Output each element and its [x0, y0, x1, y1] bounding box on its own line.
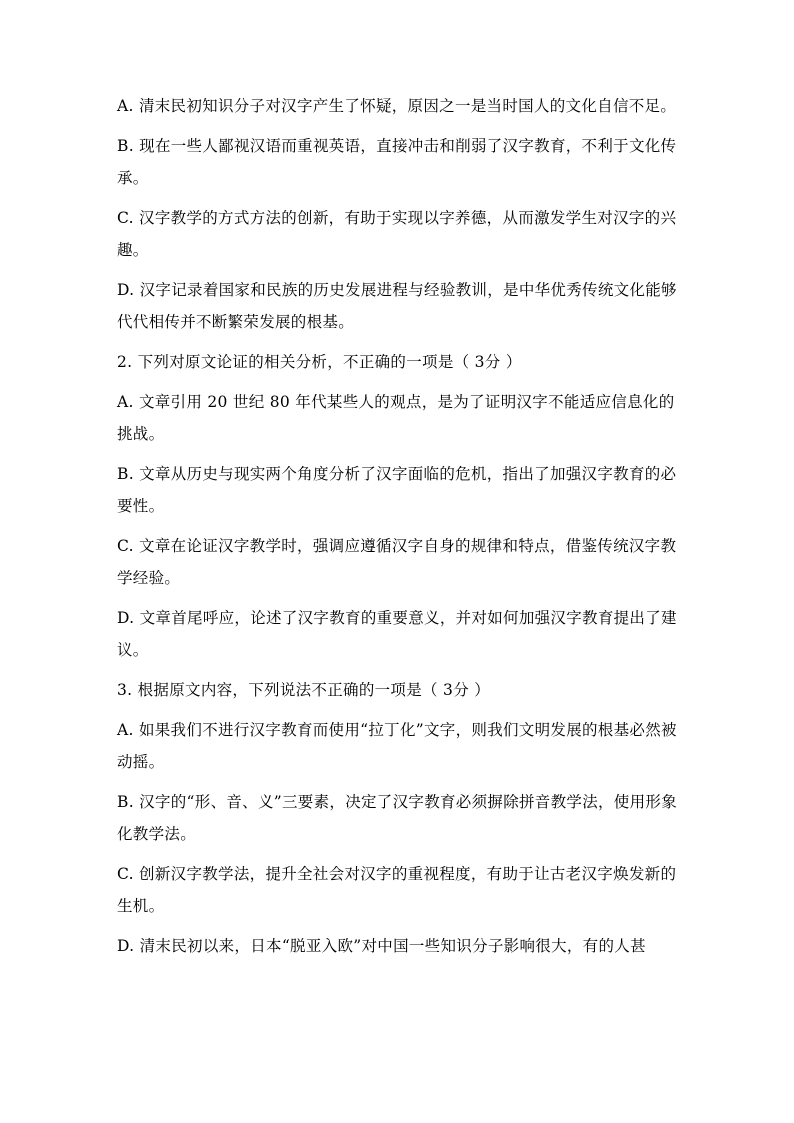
document-page — [117, 90, 679, 970]
q1-option-b: B. 现在一些人鄙视汉语而重视英语，直接冲击和削弱了汉字教育，不利于文化传承。 — [117, 137, 677, 187]
q3-option-d: D. 清末民初以来，日本“脱亚入欧”对中国一些知识分子影响很大，有的人甚 — [117, 937, 646, 955]
q3-option-c: C. 创新汉字教学法，提升全社会对汉字的重视程度，有助于让古老汉字焕发新的生机。 — [117, 865, 677, 915]
q2-option-c: C. 文章在论证汉字教学时，强调应遵循汉字自身的规律和特点，借鉴传统汉字教学经验。 — [117, 537, 677, 587]
q1-option-d: D. 汉字记录着国家和民族的历史发展进程与经验教训，是中华优秀传统文化能够代代相传并不断繁荣发展的根基。 — [117, 281, 677, 331]
q2-option-a: A. 文章引用 20 世纪 80 年代某些人的观点，是为了证明汉字不能适应信息化的挑战。 — [117, 393, 675, 443]
q3-option-b: B. 汉字的“形、音、义”三要素，决定了汉字教育必须摒除拼音教学法，使用形象化教学法。 — [117, 793, 677, 843]
q1-option-a: A. 清末民初知识分子对汉字产生了怀疑，原因之一是当时国人的文化自信不足。 — [117, 97, 677, 115]
question-3-stem: 3. 根据原文内容，下列说法不正确的一项是（ 3分 ） — [117, 681, 491, 699]
q1-option-c: C. 汉字教学的方式方法的创新，有助于实现以字养德，从而激发学生对汉字的兴趣。 — [117, 209, 677, 259]
question-2-stem: 2. 下列对原文论证的相关分析，不正确的一项是（ 3分 ） — [117, 353, 522, 371]
q3-option-a: A. 如果我们不进行汉字教育而使用“拉丁化”文字，则我们文明发展的根基必然被动摇。 — [117, 721, 677, 771]
q2-option-b: B. 文章从历史与现实两个角度分析了汉字面临的危机，指出了加强汉字教育的必要性。 — [117, 465, 677, 515]
q2-option-d: D. 文章首尾呼应，论述了汉字教育的重要意义，并对如何加强汉字教育提出了建议。 — [117, 609, 677, 659]
